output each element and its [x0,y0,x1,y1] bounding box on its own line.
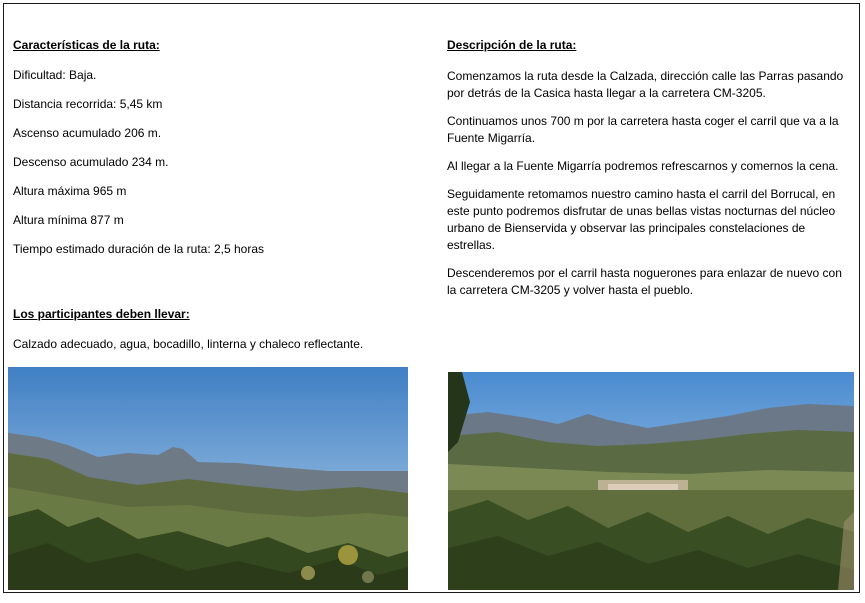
description-paragraph-5: Descenderemos por el carril hasta noguerones para enlazar de nuevo con la carretera CM-3205 y volver hasta el pueblo. [447,266,842,297]
duration-line: Tiempo estimado duración de la ruta: 2,5 horas [13,242,265,256]
distance-line: Distancia recorrida: 5,45 km [13,97,163,111]
right-column [447,38,847,310]
participants-text: Calzado adecuado, agua, bocadillo, linterna y chaleco reflectante. [13,337,364,351]
landscape-photo-right [448,372,854,590]
description-paragraph-2: Continuamos unos 700 m por la carretera hasta coger el carril que va a la Fuente Migarría. [447,114,839,145]
description-paragraph-3: Al llegar a la Fuente Migarría podremos refrescarnos y comernos la cena. [447,159,839,173]
descent-line: Descenso acumulado 234 m. [13,155,169,169]
description-paragraph-1: Comenzamos la ruta desde la Calzada, dirección calle las Parras pasando por detrás de la Casica hasta llegar a la carretera CM-3205. [447,69,844,100]
max-altitude-line: Altura máxima 965 m [13,184,127,198]
left-column [13,38,413,366]
landscape-photo-left [8,367,408,590]
description-paragraph-4: Seguidamente retomamos nuestro camino hasta el carril del Borrucal, en este punto podremos disfrutar de unas bellas vistas nocturnas del núcleo urbano de Bienservida y observar las principales constelaciones de estrellas. [447,187,836,252]
description-heading: Descripción de la ruta: [447,38,577,52]
difficulty-line: Dificultad: Baja. [13,68,97,82]
ascent-line: Ascenso acumulado 206 m. [13,126,162,140]
document-page [3,3,860,593]
characteristics-heading: Características de la ruta: [13,38,160,52]
participants-heading: Los participantes deben llevar: [13,307,190,321]
min-altitude-line: Altura mínima 877 m [13,213,124,227]
